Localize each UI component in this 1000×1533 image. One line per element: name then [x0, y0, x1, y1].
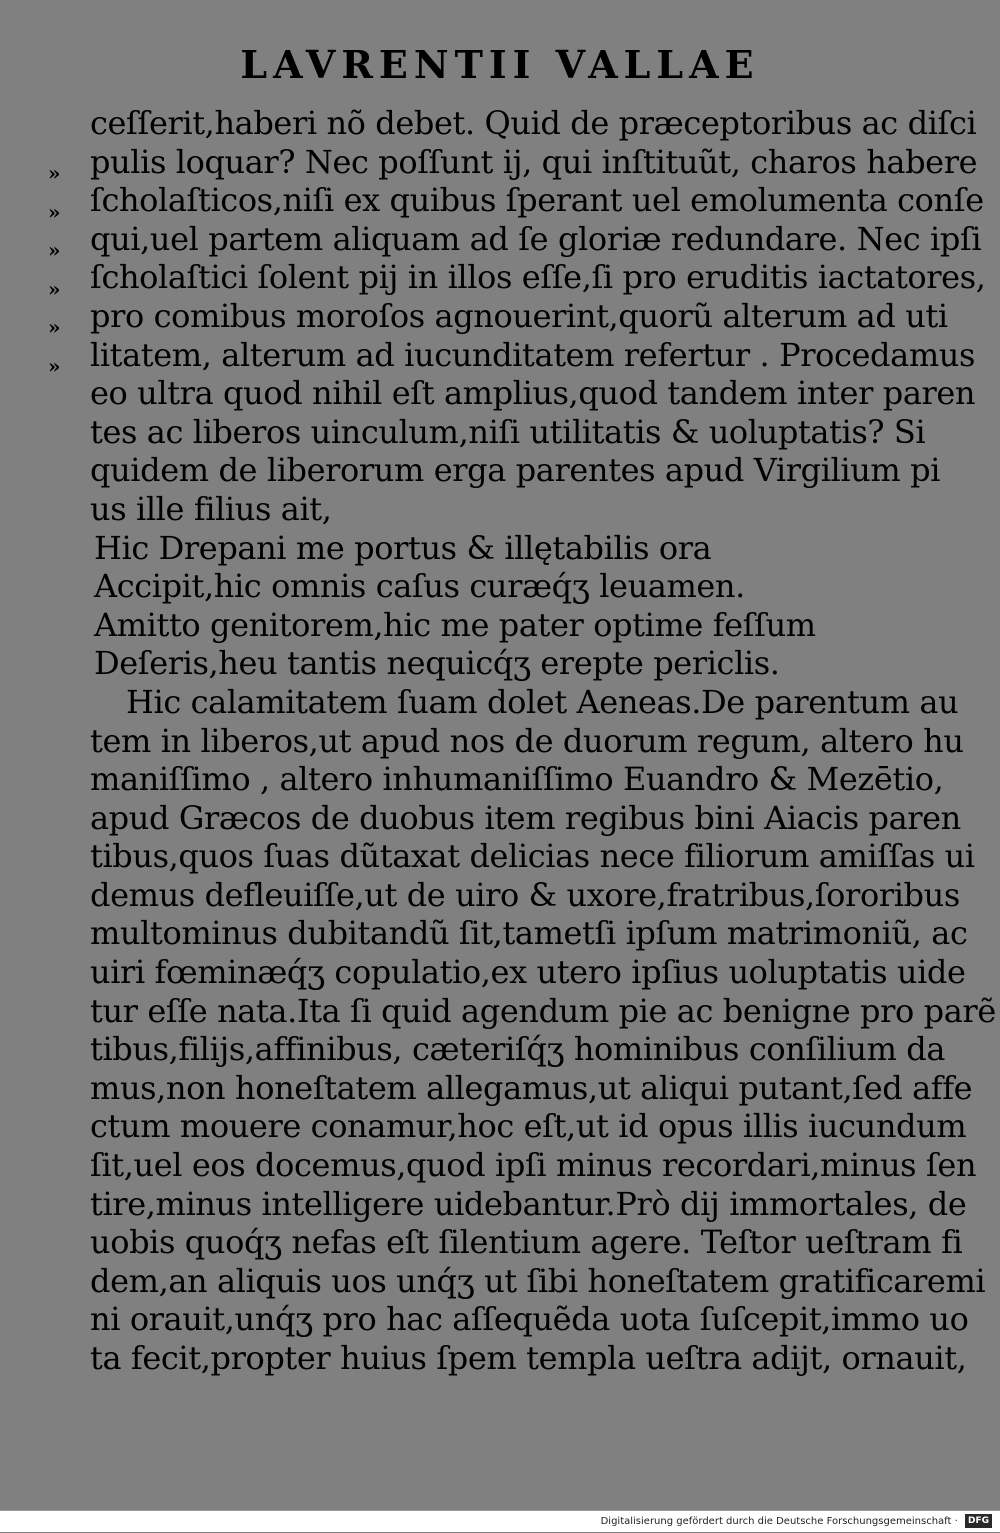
text-line: eo ultra quod nihil eſt amplius,quod tandem inter paren [90, 374, 976, 413]
text-line: ceſſerit,haberi nõ debet. Quid de præceptoribus ac diſci [90, 104, 977, 142]
text-line: pulis loquar? Nec poſſunt ij, qui inſtituũt, charos habere [90, 142, 978, 181]
text-line: ſit,uel eos docemus,quod ipſi minus recordari,minus ſen [90, 1146, 977, 1185]
dfg-logo: DFG [965, 1514, 992, 1528]
text-line: tur eſſe nata.Ita ſi quid agendum pie ac benigne pro parẽ [90, 991, 996, 1030]
text-line: ctum mouere conamur,hoc eſt,ut id opus illis iucundum [90, 1107, 967, 1146]
text-line: ni orauit,unq́ʒ pro hac aſſequẽda uota ſuſcepit,immo uo [90, 1300, 969, 1339]
text-line: multominus dubitandũ ſit,tametſi ipſum matrimoniũ, ac [90, 914, 968, 953]
running-header: LAVRENTII VALLAE [240, 42, 760, 87]
digitization-footer [0, 1510, 1000, 1532]
text-line: pro comibus moroſos agnouerint,quorũ alterum ad uti [90, 296, 948, 335]
text-line: ſcholaſticos,niſi ex quibus ſperant uel emolumenta conſe [90, 181, 984, 220]
text-line: tibus,filijs,affinibus, cæteriſq́ʒ hominibus conſilium da [90, 1030, 946, 1069]
quote-mark: » [48, 353, 61, 378]
text-line: ta fecit,propter huius ſpem templa ueſtra adijt, ornauit, [90, 1339, 967, 1377]
footer-credit: Digitalisierung gefördert durch die Deutsche Forschungsgemeinschaft · [600, 1516, 958, 1527]
text-line: litatem, alterum ad iucunditatem refertur . Procedamus [90, 335, 975, 374]
text-line: tem in liberos,ut apud nos de duorum regum, altero hu [90, 721, 964, 760]
quote-mark: » [48, 199, 61, 224]
text-line: tibus,quos ſuas dũtaxat delicias nece filiorum amiſſas ui [90, 837, 975, 876]
quote-mark: » [48, 276, 61, 301]
text-line: ſcholaſtici ſolent pij in illos eſſe,ſi pro eruditis iactatores, [90, 258, 986, 297]
text-line: maniſſimo , altero inhumaniſſimo Euandro & Mezētio, [90, 760, 944, 799]
verse-line: Hic Drepani me portus & illętabilis ora [94, 528, 712, 567]
quote-mark: » [48, 315, 61, 340]
text-line: uiri fœminæq́ʒ copulatio,ex utero ipſius uoluptatis uide [90, 953, 966, 992]
text-line: demus defleuiſſe,ut de uiro & uxore,fratribus,ſororibus [90, 875, 960, 914]
text-line: dem,an aliquis uos unq́ʒ ut ſibi honeſtatem gratificaremi [90, 1261, 986, 1300]
text-line: tire,minus intelligere uidebantur.Prò dij immortales, de [90, 1184, 967, 1223]
text-line: qui,uel partem aliquam ad ſe gloriæ redundare. Nec ipſi [90, 219, 982, 258]
text-line: apud Græcos de duobus item regibus bini Aiacis paren [90, 798, 961, 837]
quote-mark: » [48, 238, 61, 263]
verse-line: Accipit,hic omnis caſus curæq́ʒ leuamen. [94, 567, 745, 606]
verse-line: Deſeris,heu tantis nequicq́ʒ erepte periclis. [94, 644, 780, 683]
text-line: us ille filius ait, [90, 489, 332, 528]
quote-marks [48, 154, 78, 386]
text-line: uobis quoq́ʒ nefas eſt ſilentium agere. Teſtor ueſtram fi [90, 1223, 963, 1262]
body-text [90, 104, 996, 1378]
quote-mark: » [48, 161, 61, 185]
text-line: Hic calamitatem ſuam dolet Aeneas.De parentum au [126, 682, 959, 721]
text-line: quidem de liberorum erga parentes apud Virgilium pi [90, 451, 941, 490]
verse-line: Amitto genitorem,hic me pater optime feſſum [94, 605, 816, 644]
text-line: mus,non honeſtatem allegamus,ut aliqui putant,ſed affe [90, 1068, 973, 1107]
text-line: tes ac liberos uinculum,niſi utilitatis & uoluptatis? Si [90, 412, 926, 451]
